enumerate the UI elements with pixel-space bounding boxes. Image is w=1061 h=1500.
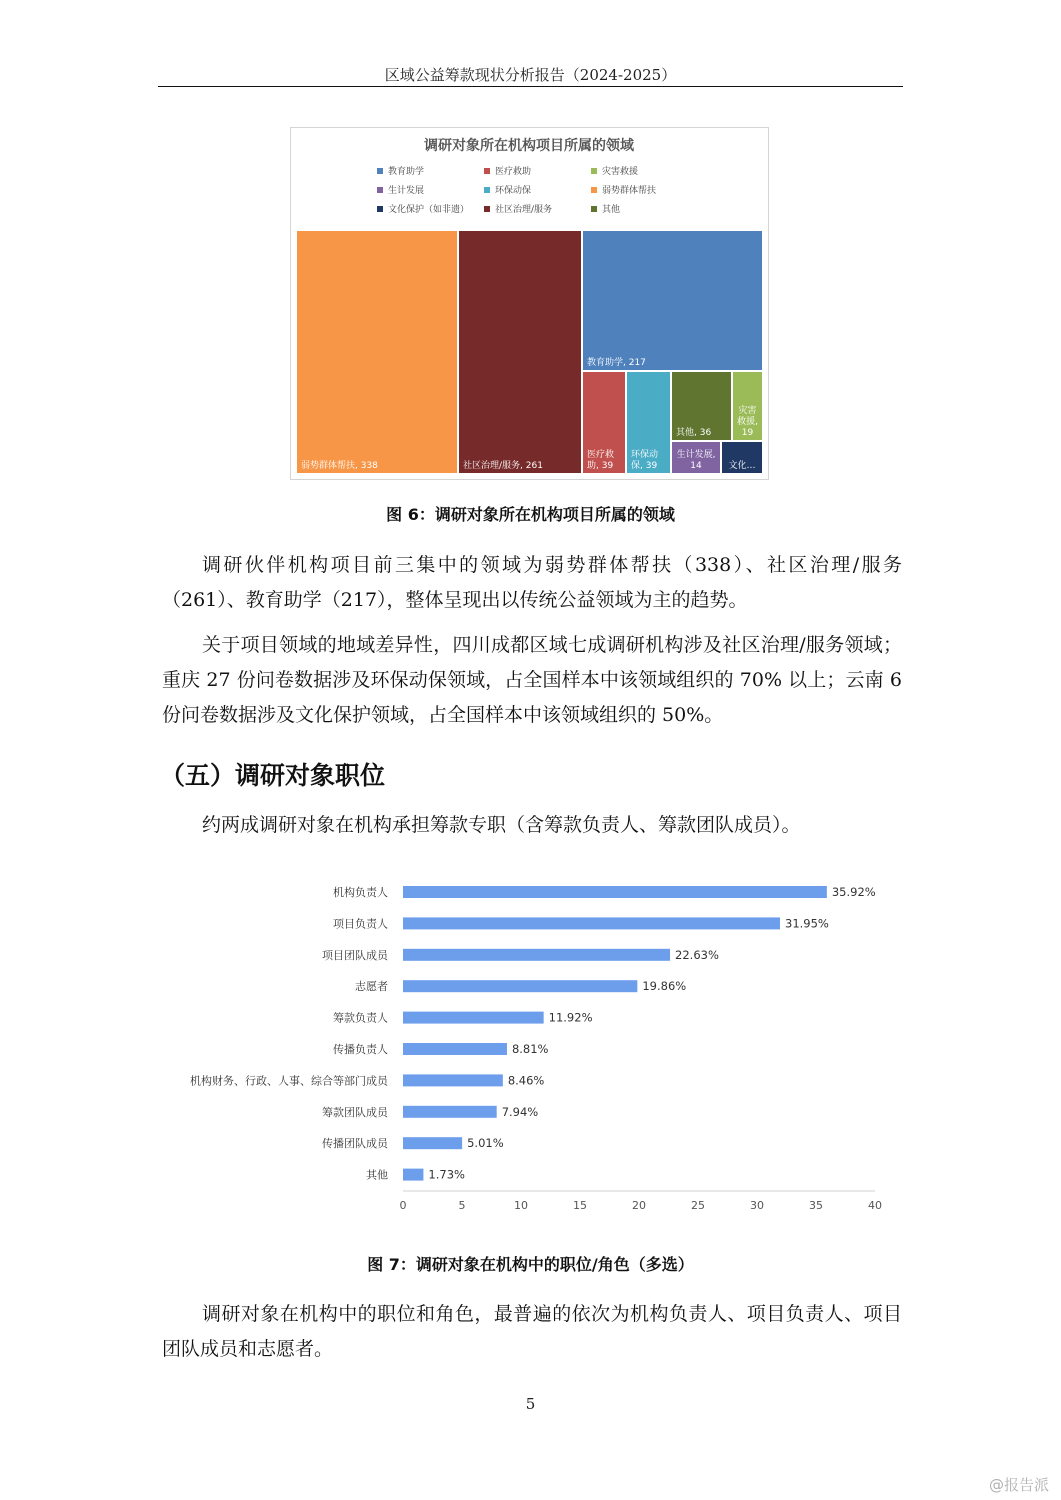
legend-label: 社区治理/服务 [495,205,553,215]
paragraph-2: 关于项目领域的地域差异性，四川成都区域七成调研机构涉及社区治理/服务领域；重庆 27 份问卷数据涉及环保动保领域，占全国样本中该领域组织的 70% 以上；云南 6 份问卷数据涉及文化保护领域，占全国样本中该领域组织的 50%。 [162,634,902,726]
treemap-figure [290,127,769,480]
x-tick-label: 5 [458,1199,466,1212]
bar-value-label: 31.95% [785,916,829,931]
treemap-legend-item [591,184,656,196]
treemap-tile-label: 保, 39 [631,461,658,471]
bar-row [333,1042,549,1056]
legend-swatch [591,168,597,174]
bar-value-label: 22.63% [675,947,719,962]
treemap-tile-label: 生计发展, [676,450,716,460]
treemap-legend-item [484,165,531,177]
treemap-chart [291,128,768,479]
x-tick-label: 25 [691,1199,705,1212]
bar [403,949,670,961]
paragraph-4: 调研对象在机构中的职位和角色，最普遍的依次为机构负责人、项目负责人、项目团队成员和志愿者。 [162,1303,902,1360]
header-title: 区域公益筹款现状分析报告（2024-2025） [384,66,677,84]
treemap-tile-label: 14 [690,461,702,471]
section-heading: （五）调研对象职位 [160,761,386,790]
bar-category-label: 传播团队成员 [322,1137,388,1151]
x-tick-label: 35 [809,1199,823,1212]
treemap-legend-item [377,165,424,177]
x-tick-label: 15 [573,1199,587,1212]
bar-row [366,1168,465,1182]
treemap-legend-item [484,203,552,215]
treemap-legend-item [377,184,424,196]
treemap-tile-label: 文化… [728,461,756,471]
treemap-tile-rect [297,231,457,473]
bar-value-label: 8.46% [507,1073,545,1088]
bar-row [333,885,876,899]
bar [403,1074,503,1086]
treemap-tile-label: 助, 39 [587,461,614,471]
treemap-legend-item [591,165,638,177]
bar-category-label: 志愿者 [355,980,388,994]
treemap-tile [297,231,457,473]
legend-swatch [377,168,383,174]
legend-label: 医疗救助 [495,167,532,177]
legend-label: 环保动保 [495,186,532,196]
paragraph-1: 调研伙伴机构项目前三集中的领域为弱势群体帮扶（338）、社区治理/服务（261）、教育助学（217），整体呈现出以传统公益领域为主的趋势。 [162,554,902,611]
bar-category-label: 机构财务、行政、人事、综合等部门成员 [190,1074,388,1088]
x-tick-label: 20 [632,1199,646,1212]
page-number: 5 [525,1395,536,1413]
bar [403,1043,507,1055]
legend-swatch [377,206,383,212]
bar-category-label: 项目负责人 [333,917,388,931]
bar [403,886,827,898]
bar [403,1106,497,1118]
bar-value-label: 7.94% [501,1104,539,1119]
treemap-legend-item [377,203,469,215]
x-tick-label: 0 [399,1199,407,1212]
x-tick-label: 10 [514,1199,528,1212]
bar-category-label: 筹款团队成员 [322,1105,388,1119]
bar-row [322,1105,538,1119]
bar-row [322,948,719,962]
treemap-tile-label: 其他, 36 [676,428,712,438]
legend-label: 教育助学 [388,167,425,177]
legend-swatch [484,187,490,193]
legend-swatch [377,187,383,193]
legend-swatch [484,168,490,174]
bar-value-label: 5.01% [467,1136,504,1151]
treemap-tile-label: 救援, [737,417,758,427]
treemap-tile-rect [583,231,762,370]
treemap-tile [459,231,581,473]
legend-label: 弱势群体帮扶 [602,186,657,196]
bar-category-label: 其他 [366,1168,388,1182]
position-bar-chart [170,875,890,1225]
bar [403,1137,462,1149]
bar-value-label: 8.81% [511,1042,549,1056]
x-tick-label: 40 [868,1199,882,1212]
bar [403,1169,423,1181]
x-tick-label: 30 [750,1199,764,1212]
legend-label: 灾害救援 [602,167,639,177]
bar-row [333,1011,593,1025]
treemap-tile [672,372,731,440]
bar [403,980,637,992]
treemap-title: 调研对象所在机构项目所属的领域 [424,138,634,154]
bar-category-label: 机构负责人 [333,886,388,899]
bar-value-label: 19.86% [642,979,687,994]
bar-row [333,916,829,930]
treemap-tile-label: 教育助学, 217 [587,358,646,368]
treemap-tile [733,372,762,440]
treemap-tile-rect [459,231,581,473]
treemap-tile-label: 灾害 [738,406,757,416]
legend-label: 文化保护（如非遗） [388,205,470,215]
treemap-legend-item [484,184,531,196]
figure6-caption: 图 6：调研对象所在机构项目所属的领域 [386,505,675,524]
bar [403,1012,544,1024]
treemap-tile [672,442,720,473]
legend-swatch [484,206,490,212]
figure7-caption: 图 7：调研对象在机构中的职位/角色（多选） [367,1255,694,1274]
paragraph-3: 约两成调研对象在机构承担筹款专职（含筹款负责人、筹款团队成员）。 [202,814,801,836]
treemap-tile [722,442,762,473]
legend-label: 生计发展 [388,186,425,196]
treemap-tile-label: 弱势群体帮扶, 338 [301,461,378,471]
bar-category-label: 筹款负责人 [333,1011,388,1025]
treemap-tile-label: 环保动 [631,450,659,460]
treemap-tile-label: 医疗救 [587,450,615,460]
legend-swatch [591,187,597,193]
legend-swatch [591,206,597,212]
treemap-tile [627,372,670,473]
bar-category-label: 传播负责人 [333,1043,388,1056]
treemap-legend-item [591,203,620,215]
bar-value-label: 1.73% [428,1167,465,1182]
header-rule [158,86,903,87]
legend-label: 其他 [602,205,621,215]
watermark: @报告派 [988,1476,1049,1494]
bar-row [355,979,686,993]
bar-row [322,1136,504,1150]
bar-category-label: 项目团队成员 [322,948,388,962]
bar-row [190,1073,544,1087]
treemap-tile [583,231,762,370]
bar [403,917,780,929]
bar-value-label: 35.92% [831,885,876,899]
treemap-tile [583,372,625,473]
treemap-tile-label: 社区治理/服务, 261 [463,461,543,471]
bar-value-label: 11.92% [548,1010,593,1025]
treemap-tile-label: 19 [741,428,754,438]
